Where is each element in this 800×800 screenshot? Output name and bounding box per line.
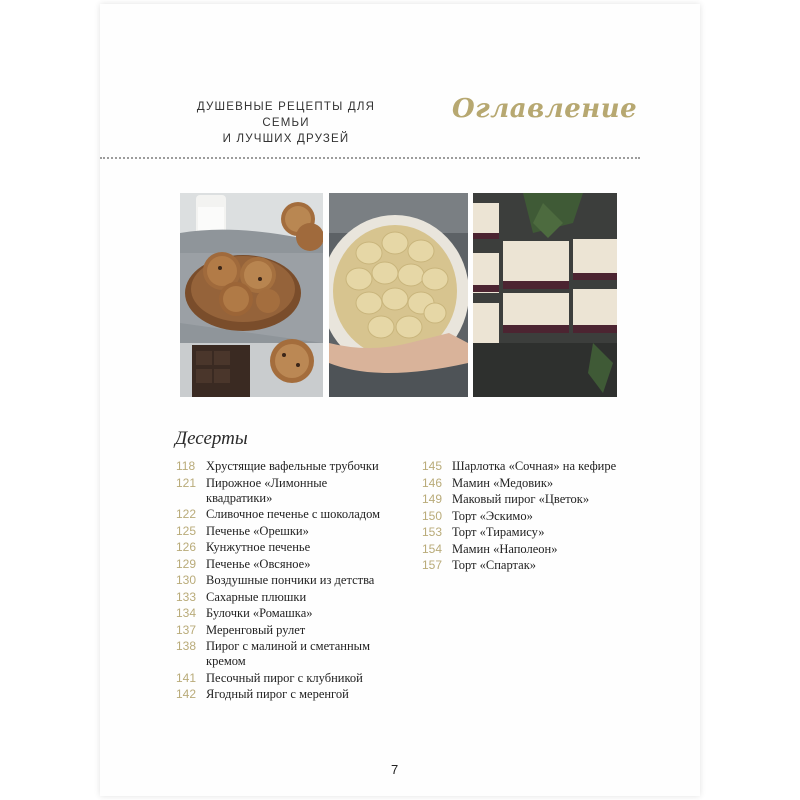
toc-column-right	[422, 459, 662, 575]
toc-entry[interactable]	[176, 671, 416, 686]
toc-column-left	[176, 459, 416, 704]
page-number: 7	[391, 762, 399, 777]
toc-entry[interactable]	[176, 524, 416, 539]
toc-title: Пирог с малиной и сметанным кремом	[206, 639, 370, 668]
subtitle-line-2: И ЛУЧШИХ ДРУЗЕЙ	[222, 133, 350, 145]
toc-title: Маковый пирог «Цветок»	[452, 492, 590, 506]
toc-page-number: 118	[176, 459, 196, 473]
toc-page-number: 125	[176, 523, 197, 538]
toc-title: Торт «Спартак»	[452, 558, 537, 572]
photo-berry-pie	[473, 193, 617, 397]
toc-entry[interactable]	[422, 459, 662, 474]
section-title-desserts: Десерты	[175, 428, 248, 449]
toc-entry[interactable]	[176, 507, 416, 522]
toc-entry[interactable]	[176, 590, 416, 605]
photo-cookies	[180, 193, 323, 397]
toc-entry[interactable]	[422, 542, 662, 557]
toc-page-number: 126	[176, 540, 197, 554]
toc-page-number: 122	[176, 507, 197, 521]
toc-title: Ягодный пирог с меренгой	[206, 687, 349, 701]
toc-title: Кунжутное печенье	[206, 540, 311, 554]
toc-entry[interactable]	[176, 639, 416, 669]
toc-title: Сливочное печенье с шоколадом	[206, 507, 381, 521]
toc-entry[interactable]	[422, 525, 662, 540]
toc-entry[interactable]	[176, 476, 416, 506]
toc-title: Булочки «Ромашка»	[206, 606, 313, 620]
page-title: Оглавление	[452, 94, 638, 124]
toc-entry[interactable]	[176, 459, 416, 474]
toc-title: Мамин «Медовик»	[452, 475, 554, 490]
toc-title: Песочный пирог с клубникой	[206, 670, 363, 685]
toc-page-number: 150	[422, 508, 443, 523]
book-page	[100, 4, 700, 796]
toc-entry[interactable]	[176, 606, 416, 621]
toc-entry[interactable]	[176, 540, 416, 555]
toc-entry[interactable]	[176, 623, 416, 638]
toc-title: Хрустящие вафельные трубочки	[206, 459, 379, 473]
toc-page-number: 146	[422, 475, 443, 490]
toc-title: Воздушные пончики из детства	[206, 573, 375, 587]
toc-title: Торт «Тирамису»	[452, 525, 545, 539]
toc-title: Пирожное «Лимонные квадратики»	[206, 475, 328, 505]
toc-page-number: 129	[176, 556, 197, 571]
toc-entry[interactable]	[176, 573, 416, 588]
toc-page-number: 149	[422, 492, 443, 506]
toc-entry[interactable]	[176, 557, 416, 572]
toc-page-number: 134	[176, 606, 197, 620]
toc-title: Торт «Эскимо»	[452, 508, 533, 523]
toc-page-number: 133	[176, 589, 197, 604]
toc-page-number: 142	[176, 687, 197, 701]
toc-entry[interactable]	[422, 492, 662, 507]
photo-oreshki	[329, 193, 468, 397]
toc-entry[interactable]	[422, 476, 662, 491]
toc-title: Шарлотка «Сочная» на кефире	[452, 459, 617, 473]
toc-title: Мамин «Наполеон»	[452, 541, 558, 556]
toc-title: Печенье «Орешки»	[206, 523, 309, 538]
dotted-divider	[100, 157, 640, 159]
toc-title: Печенье «Овсяное»	[206, 556, 311, 571]
toc-page-number: 138	[176, 639, 197, 653]
toc-page-number: 157	[422, 558, 443, 572]
toc-title: Меренговый рулет	[206, 622, 306, 637]
toc-entry[interactable]	[422, 558, 662, 573]
subtitle-line-1: ДУШЕВНЫЕ РЕЦЕПТЫ ДЛЯ СЕМЬИ	[196, 101, 376, 129]
book-subtitle	[186, 99, 386, 147]
toc-title: Сахарные плюшки	[206, 589, 307, 604]
toc-page-number: 130	[176, 573, 197, 587]
toc-page-number: 153	[422, 525, 443, 539]
toc-page-number: 137	[176, 622, 197, 637]
toc-page-number: 154	[422, 541, 443, 556]
toc-entry[interactable]	[422, 509, 662, 524]
toc-entry[interactable]	[176, 687, 416, 702]
toc-page-number: 141	[176, 670, 197, 685]
toc-page-number: 121	[176, 475, 197, 490]
toc-page-number: 145	[422, 459, 443, 473]
